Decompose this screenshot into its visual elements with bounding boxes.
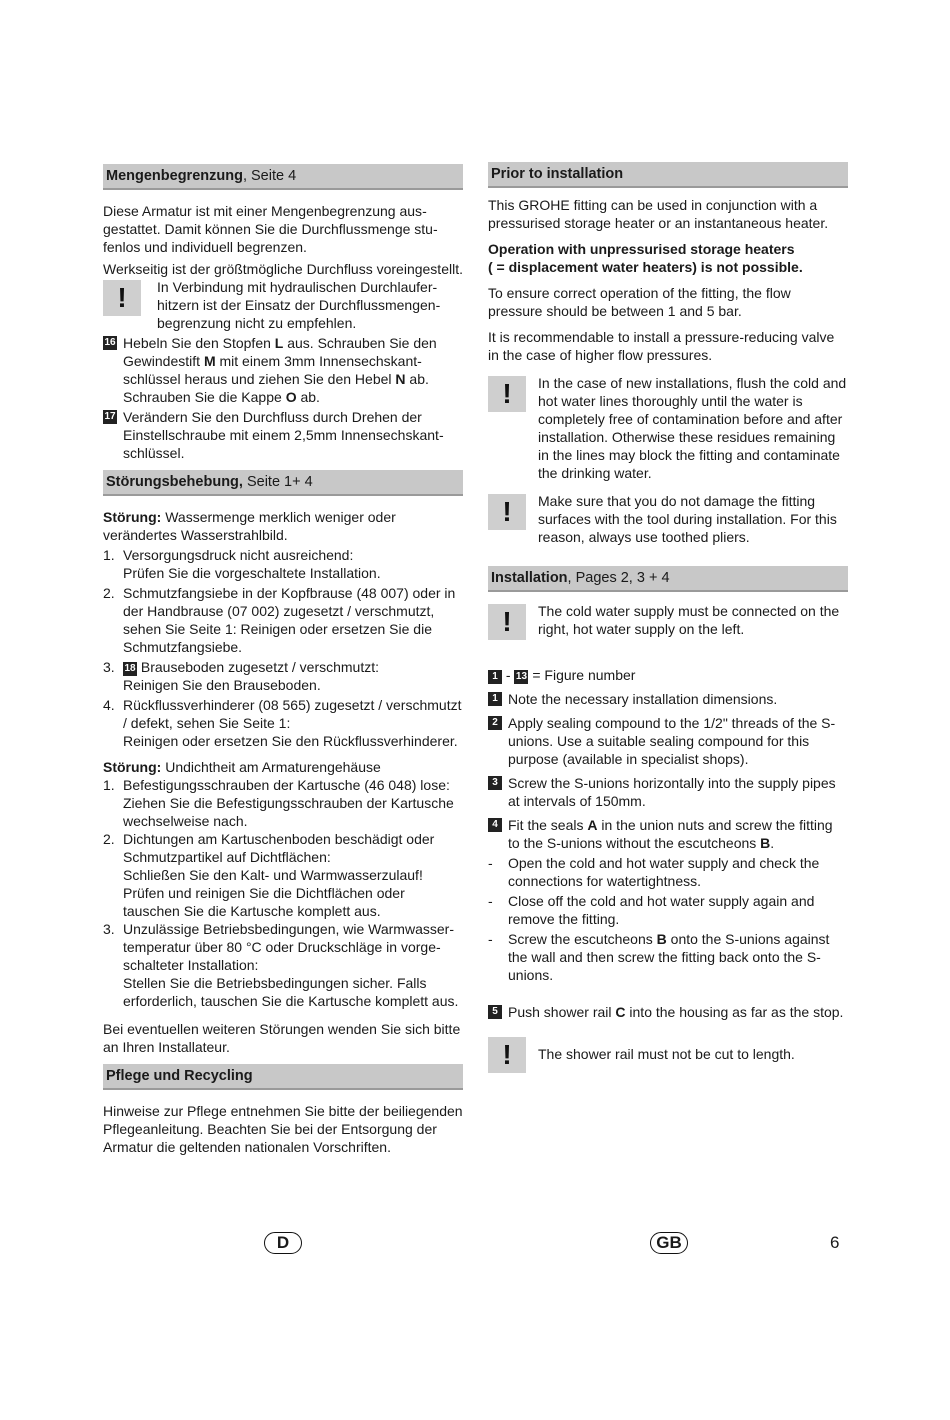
paragraph: It is recommendable to install a pressure-reducing valve in the case of higher flow pressures. [488,329,835,363]
list-item: 1. Versorgungsdruck nicht ausreichend: Prüfen Sie die vorgeschaltete Installation. [103,547,381,581]
list-item: 3. 18 Brauseboden zugesetzt / verschmutzt: Reinigen Sie den Brauseboden. [103,659,380,693]
step-2: 2 Apply sealing compound to the 1/2" threads of the S-unions. Use a suitable sealing compound for this purpose (available in specialist shops). [488,714,848,768]
trouble-list-2 [103,776,463,1010]
paragraph: Werkseitig ist der größtmögliche Durchfluss voreingestellt. [103,261,463,277]
figure-number-badge: 3 [488,776,502,790]
dash-item: - Open the cold and hot water supply and check the connections for watertightness. [488,855,820,889]
step-17: 17 Verändern Sie den Durchfluss durch Drehen der Einstellschraube mit einem 2,5mm Innensechskantschlüssel. [104,409,444,461]
figure-number-badge: 5 [488,1005,502,1019]
language-badge-d: D [264,1232,302,1254]
warning-note: ! The shower rail must not be cut to length. [488,1035,848,1075]
warning-note: ! In the case of new installations, flush the cold and hot water lines thoroughly until the water is completely free of contamination before and after installation. Otherwise these residues remaining in the lines may block the fitting and contaminate the drinking water. [488,374,848,482]
language-badge-gb: GB [650,1232,688,1254]
list-item: 2. Schmutzfangsiebe in der Kopfbrause (48 007) oder in der Handbrause (07 002) zugesetzt / verschmutzt, sehen Sie Seite 1: Reinigen oder ersetzen Sie die Schmutzfangsiebe. [103,585,456,655]
figure-number-badge: 18 [124,663,136,674]
step-1: 1 Note the necessary installation dimensions. [488,690,848,708]
figure-number-badge: 16 [104,337,116,348]
figure-number-badge: 17 [104,411,116,422]
paragraph: This GROHE fitting can be used in conjunction with a pressurised storage heater or an instantaneous heater. [488,197,829,231]
section-header-mengenbegrenzung: Mengenbegrenzung, Seite 4 [103,164,463,190]
warning-note: ! In Verbindung mit hydraulischen Durchlauferhitzern ist der Einsatz der Durchflussmengenbegrenzung nicht zu empfehlen. [103,278,463,332]
list-item: 4. Rückflussverhinderer (08 565) zugesetzt / verschmutzt / defekt, sehen Sie Seite 1: Reinigen oder ersetzen Sie den Rückflussverhinderer. [103,697,462,749]
section-header-prior-to-installation: Prior to installation [488,162,848,188]
figure-number-badge: 13 [515,671,528,682]
figure-number-badge: 4 [488,818,502,832]
warning-icon: ! [488,1037,526,1073]
step-5: 5 Push shower rail C into the housing as far as the stop. [488,1003,848,1021]
paragraph: Störung: Undichtheit am Armaturengehäuse [103,759,381,775]
paragraph: To ensure correct operation of the fitting, the flow pressure should be between 1 and 5 bar. [488,285,791,319]
paragraph: Störung: Wassermenge merklich weniger oder verändertes Wasserstrahlbild. [103,509,396,543]
paragraph: Hinweise zur Pflege entnehmen Sie bitte der beiliegenden Pflegeanleitung. Beachten Sie bei der Entsorgung der Armatur die geltenden nationalen Vorschriften. [103,1103,463,1155]
warning-icon: ! [103,280,141,316]
warning-icon: ! [488,376,526,412]
page-number: 6 [830,1233,840,1252]
list-item: 3. Unzulässige Betriebsbedingungen, wie Warmwassertemperatur über 80 °C oder Druckschläge in vorgeschalteter Installation: Stellen Sie die Betriebsbedingungen sicher. Falls erforderlich, tauschen Sie die Kartusche komplett aus. [103,921,459,1009]
warning-note: ! The cold water supply must be connected on the right, hot water supply on the left. [488,602,848,642]
step-3: 3 Screw the S-unions horizontally into the supply pipes at intervals of 150mm. [488,774,848,810]
warning-icon: ! [488,494,526,530]
figure-number-badge: 2 [488,716,502,730]
warning-note: ! Make sure that you do not damage the fitting surfaces with the tool during installation. For this reason, always use toothed pliers. [488,492,848,546]
section-header-installation: Installation, Pages 2, 3 + 4 [488,566,848,592]
trouble-list-1 [103,546,463,750]
figure-number-badge: 1 [488,692,502,706]
step-4: 4 Fit the seals A in the union nuts and screw the fitting to the S-unions without the escutcheons B. [488,816,848,852]
paragraph: Bei eventuellen weiteren Störungen wenden Sie sich bitte an Ihren Installateur. [103,1021,461,1055]
warning-icon: ! [488,604,526,640]
paragraph-bold: Operation with unpressurised storage heaters ( = displacement water heaters) is not possible. [488,241,803,275]
dash-item: - Screw the escutcheons B onto the S-unions against the wall and then screw the fitting back onto the S-unions. [488,931,830,983]
list-item: 1. Befestigungsschrauben der Kartusche (46 048) lose: Ziehen Sie die Befestigungsschrauben der Kartusche wechselweise nach. [103,777,454,829]
figure-number-legend: 1 - 13 = Figure number [488,666,848,684]
dash-item: - Close off the cold and hot water supply again and remove the fitting. [488,893,815,927]
paragraph: Diese Armatur ist mit einer Mengenbegrenzung ausgestattet. Damit können Sie die Durchflussmenge stufenlos und individuell begrenzen. [103,203,438,255]
step-16: 16 Hebeln Sie den Stopfen L aus. Schrauben Sie den Gewindestift M mit einem 3mm Innensechskantschlüssel heraus und ziehen Sie den Hebel N ab. Schrauben Sie die Kappe O ab. [104,335,437,405]
section-header-stoerungsbehebung: Störungsbehebung, Seite 1+ 4 [103,470,463,496]
right-column [488,162,848,1075]
left-column [103,164,463,1156]
figure-number-badge: 1 [488,670,502,684]
section-header-pflege: Pflege und Recycling [103,1064,463,1090]
list-item: 2. Dichtungen am Kartuschenboden beschädigt oder Schmutzpartikel auf Dichtflächen: Schließen Sie den Kalt- und Warmwasserzulauf! Prüfen und reinigen Sie die Dichtflächen oder tauschen Sie die Kartusche komplett aus. [103,831,435,919]
